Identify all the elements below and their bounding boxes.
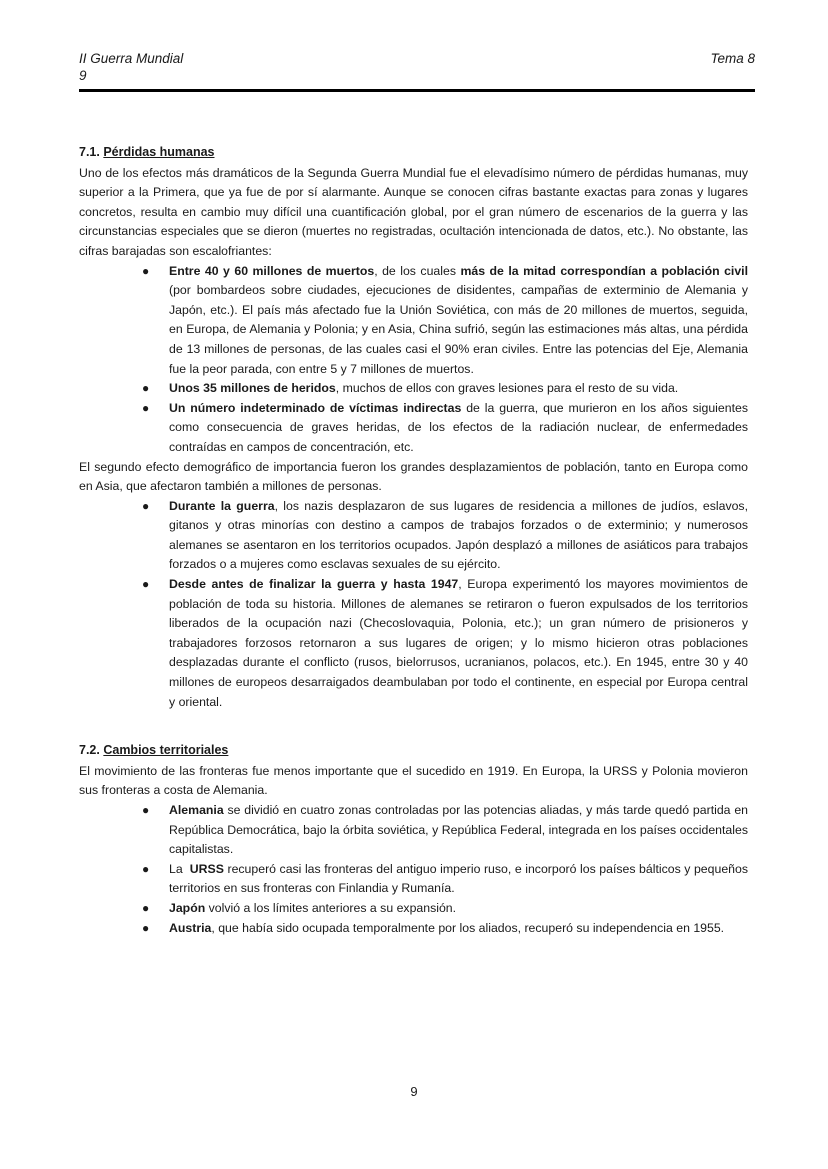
- bullet-icon: ●: [142, 498, 150, 513]
- bold-text: Desde antes de finalizar la guerra y hasta 1947: [169, 577, 459, 592]
- text: de la guerra, que murieron en los años siguientes como consecuencia de graves heridas, de los efectos de la radiación nuclear, de enfermedades contraídas en campos de concentración, etc.: [169, 400, 748, 454]
- header-topic: Tema 8: [710, 51, 755, 66]
- header-divider: [79, 89, 755, 92]
- bold-text: Durante la guerra: [169, 498, 275, 513]
- text: La: [169, 861, 190, 876]
- territorial-list: [79, 801, 748, 938]
- bold-text: Un número indeterminado de víctimas indirectas: [169, 400, 462, 415]
- list-item: [142, 262, 748, 380]
- text: , de los cuales: [374, 263, 461, 278]
- text: se dividió en cuatro zonas controladas por las potencias aliadas, y más tarde quedó partida en República Democrática, bajo la órbita soviética, y República Federal, integrada en los países occidentales capitalistas.: [169, 803, 748, 857]
- bold-text: más de la mitad correspondían a población civil: [460, 263, 748, 278]
- section-perdidas-humanas: [79, 143, 748, 712]
- footer-page-number: 9: [410, 1084, 418, 1099]
- list-item: [142, 399, 748, 458]
- text: recuperó casi las fronteras del antiguo imperio ruso, e incorporó los países bálticos y pequeños territorios en sus fronteras con Finlandia y Rumanía.: [169, 861, 748, 896]
- page-content: [79, 143, 748, 938]
- list-item: [142, 575, 748, 712]
- text: , que había sido ocupada temporalmente por los aliados, recuperó su independencia en 1955.: [211, 920, 725, 935]
- text: , los nazis desplazaron de sus lugares de residencia a millones de judíos, eslavos, gitanos y otras minorías con destino a campos de trabajos forzados o de exterminio; y numerosos alemanes se asentaron en los territorios ocupados. Japón desplazó a millones de asiáticos para trabajos forzados o a mujeres como esclavas sexuales de su ejército.: [169, 498, 749, 572]
- section-cambios-territoriales: [79, 741, 748, 938]
- section-heading: [79, 143, 748, 163]
- intro-paragraph: El movimiento de las fronteras fue menos importante que el sucedido en 1919. En Europa, la URSS y Polonia movieron sus fronteras a costa de Alemania.: [79, 763, 748, 798]
- bullet-icon: ●: [142, 263, 150, 278]
- list-item: [142, 919, 748, 939]
- bold-text: Unos 35 millones de heridos: [169, 381, 336, 396]
- section-title: Pérdidas humanas: [103, 145, 215, 159]
- bullet-icon: ●: [142, 920, 150, 935]
- bullet-icon: ●: [142, 803, 150, 817]
- intro-paragraph: Uno de los efectos más dramáticos de la Segunda Guerra Mundial fue el elevadísimo número de pérdidas humanas, muy superior a la Primera, que ya fue de por sí alarmante. Aunque se conocen cifras bastante exactas para zonas y lugares concretos, resulta en cambio muy difícil una cuantificación global, por el gran número de escenarios de la guerra y las circunstancias especiales que se dieron (muertes no registradas, ocultación intencionada de datos, etc.). No obstante, las cifras barajadas son escalofriantes:: [79, 165, 748, 258]
- bold-text: Japón: [169, 900, 206, 915]
- bullet-icon: ●: [142, 381, 150, 396]
- list-item: [142, 801, 748, 860]
- bullet-icon: ●: [142, 577, 150, 592]
- section-number: 7.2.: [79, 743, 100, 758]
- bold-text: Austria: [169, 920, 212, 935]
- list-item: [142, 860, 748, 899]
- section-heading: [79, 741, 748, 761]
- list-item: [142, 497, 749, 575]
- casualties-list: [79, 262, 748, 458]
- displacement-list: [79, 497, 748, 713]
- section-number: 7.1.: [79, 145, 100, 159]
- bullet-icon: ●: [142, 900, 150, 915]
- text: , Europa experimentó los mayores movimientos de población de toda su historia. Millones de alemanes se retiraron o fueron expulsados de los territorios liberados de la ocupación nazi (Checoslovaquia, Polonia, etc.); un gran número de prisioneros y trabajadores forzosos retornaron a sus lugares de origen; y lo mismo hicieron otras poblaciones desplazadas durante el conflicto (rusos, bielorrusos, ucranianos, polacos, etc.). En 1945, entre 30 y 40 millones de europeos desarraigados deambulaban por todo el continente, en especial por Europa central y oriental.: [169, 577, 748, 709]
- list-item: [142, 379, 748, 399]
- text: volvió a los límites anteriores a su expansión.: [205, 900, 457, 915]
- bold-text: URSS: [189, 861, 224, 876]
- page-header: [79, 50, 755, 92]
- bold-text: Entre 40 y 60 millones de muertos: [169, 263, 375, 278]
- text: , muchos de ellos con graves lesiones para el resto de su vida.: [335, 381, 679, 396]
- section-title: Cambios territoriales: [103, 743, 229, 758]
- bullet-icon: ●: [142, 861, 150, 876]
- list-item: [142, 899, 748, 919]
- text: (por bombardeos sobre ciudades, ejecuciones de disidentes, campañas de exterminio de Alemania y Japón, etc.). El país más afectado fue la Unión Soviética, con más de 20 millones de muertos, seguida, en Europa, de Alemania y Polonia; y en Asia, China sufrió, según las estimaciones más altas, una pérdida de 13 millones de personas, de las cuales casi el 90% eran civiles. Entre las potencias del Eje, Alemania fue la peor parada, con entre 5 y 7 millones de muertos.: [169, 283, 748, 376]
- bold-text: Alemania: [169, 803, 224, 817]
- header-left: [79, 50, 183, 84]
- bullet-icon: ●: [142, 400, 150, 415]
- header-title: II Guerra Mundial: [79, 51, 184, 66]
- displacement-paragraph: El segundo efecto demográfico de importancia fueron los grandes desplazamientos de población, tanto en Europa como en Asia, que afectaron también a millones de personas.: [79, 459, 748, 494]
- header-page-number: 9: [79, 68, 87, 83]
